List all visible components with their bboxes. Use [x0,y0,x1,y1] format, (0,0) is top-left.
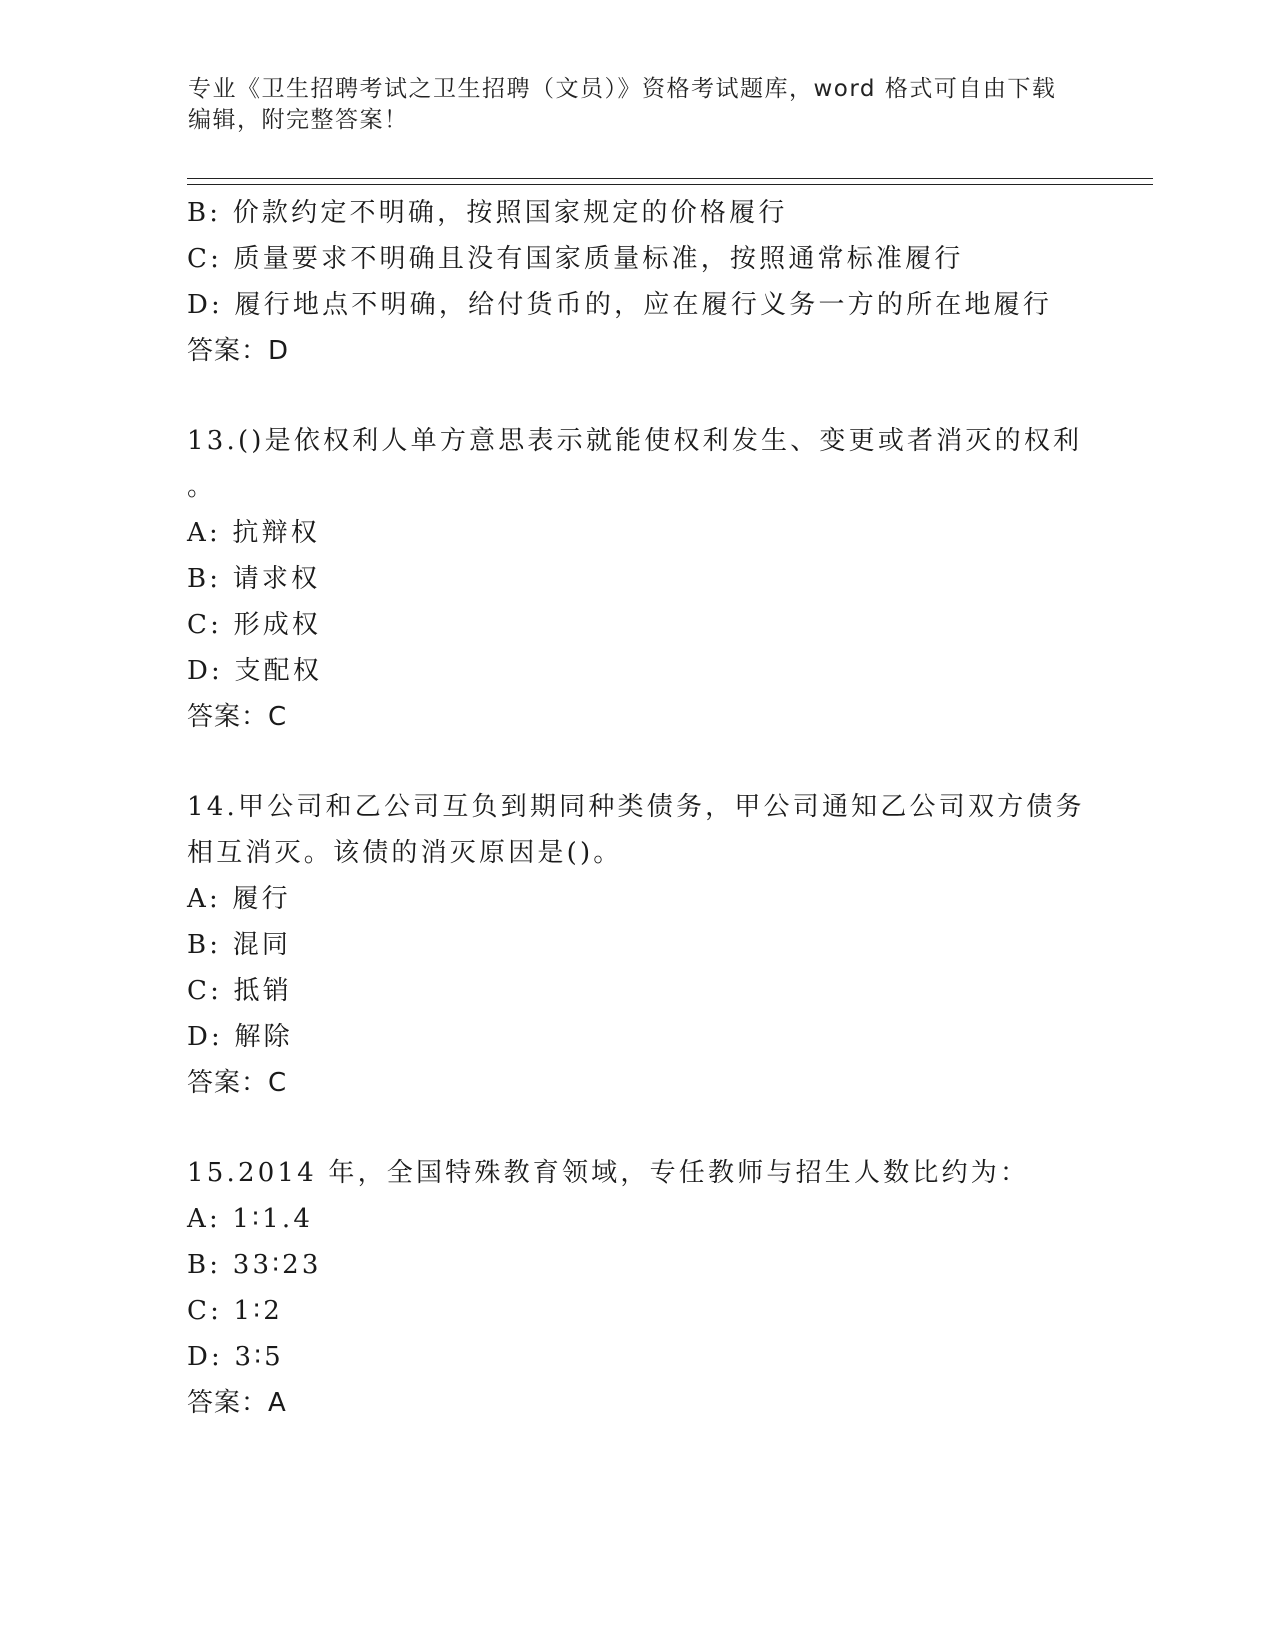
answer-line: 答案：C [187,1068,288,1098]
option-c: C: 抵销 [187,976,292,1006]
option-a: A: 1∶1.4 [187,1204,314,1234]
question-list [187,190,1087,1426]
question-title: 14.甲公司和乙公司互负到期同种类债务，甲公司通知乙公司双方债务 [187,792,1085,822]
option-c: C: 1∶2 [187,1296,283,1326]
option-b: B: 价款约定不明确，按照国家规定的价格履行 [187,198,788,228]
option-b: B: 请求权 [187,564,321,594]
document-header: 专业《卫生招聘考试之卫生招聘（文员）》资格考试题库，word 格式可自由下载编辑，附完整答案！ [188,76,1057,133]
question-12-continuation [187,190,1087,374]
question-title-continued: 相互消灭。该债的消灭原因是()。 [187,838,623,868]
option-b: B: 33∶23 [187,1250,322,1280]
question-title-continued: 。 [187,472,217,502]
header-divider [187,178,1153,185]
option-a: A: 抗辩权 [187,518,321,548]
option-a: A: 履行 [187,884,291,914]
answer-line: 答案：C [187,702,288,732]
question-13 [187,418,1087,740]
question-15 [187,1150,1087,1426]
option-d: D: 解除 [187,1022,293,1052]
question-title: 13.()是依权利人单方意思表示就能使权利发生、变更或者消灭的权利 [187,426,1083,456]
option-d: D: 支配权 [187,656,323,686]
option-b: B: 混同 [187,930,292,960]
option-c: C: 形成权 [187,610,322,640]
question-title: 15.2014 年，全国特殊教育领域，专任教师与招生人数比约为： [187,1158,1030,1188]
answer-line: 答案：D [187,336,290,366]
option-d: D: 3∶5 [187,1342,284,1372]
answer-line: 答案：A [187,1388,287,1418]
question-14 [187,784,1087,1106]
option-c: C: 质量要求不明确且没有国家质量标准，按照通常标准履行 [187,244,964,274]
option-d: D: 履行地点不明确，给付货币的，应在履行义务一方的所在地履行 [187,290,1053,320]
